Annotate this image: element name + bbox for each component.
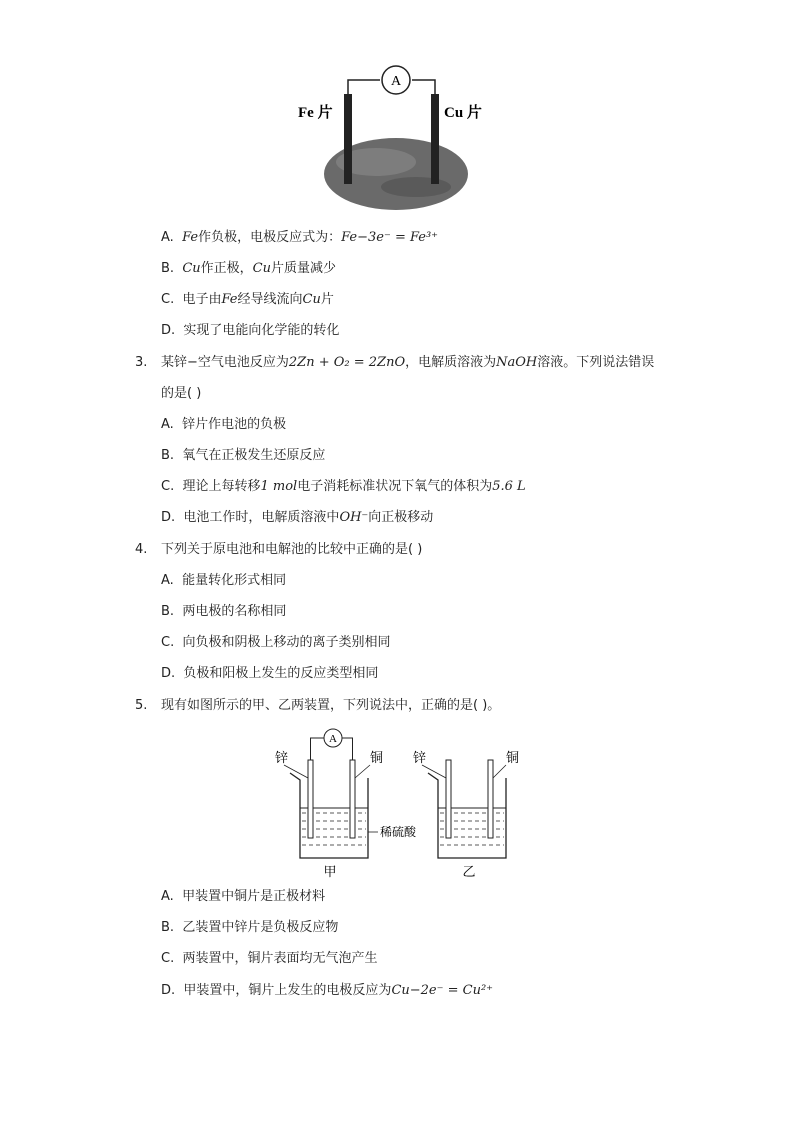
q4-number: 4. (135, 542, 148, 557)
beakers-figure (270, 728, 530, 883)
q4-option-c[interactable]: C. 向负极和阴极上移动的离子类别相同 (161, 635, 391, 650)
label-copper-jia: 铜 (370, 751, 384, 766)
label-acid: 稀硫酸 (380, 825, 417, 839)
cu-electrode (431, 94, 439, 184)
q3-option-b[interactable]: B. 氧气在正极发生还原反应 (161, 448, 326, 463)
svg-text:A: A (329, 733, 337, 745)
label-yi: 乙 (462, 865, 476, 880)
q5-number: 5. (135, 698, 148, 713)
q5-option-d[interactable]: D. 甲装置中，铜片上发生的电极反应为Cu−2e⁻ = Cu²⁺ (161, 983, 494, 998)
cu-label: Cu 片 (444, 105, 482, 121)
q3-stem: 某锌−空气电池反应为2Zn + O₂ = 2ZnO，电解质溶液为NaOH溶液。下列说法错误 (161, 355, 655, 370)
q3-option-a[interactable]: A. 锌片作电池的负极 (161, 417, 287, 432)
fe-electrode (344, 94, 352, 184)
q3-option-d[interactable]: D. 电池工作时，电解质溶液中OH⁻向正极移动 (161, 510, 434, 525)
label-zinc-jia: 锌 (275, 751, 289, 766)
q3-stem-line2: 的是( ) (161, 386, 202, 401)
beaker-jia (290, 773, 368, 858)
q2-option-d[interactable]: D. 实现了电能向化学能的转化 (161, 323, 340, 338)
q2-option-c[interactable]: C. 电子由Fe经导线流向Cu片 (161, 292, 334, 307)
beaker-yi (428, 773, 506, 858)
q4-stem: 下列关于原电池和电解池的比较中正确的是( ) (161, 542, 423, 557)
wire-left (348, 80, 380, 144)
q5-option-a[interactable]: A. 甲装置中铜片是正极材料 (161, 889, 326, 904)
q5-stem: 现有如图所示的甲、乙两装置，下列说法中，正确的是( )。 (161, 698, 501, 713)
zinc-electrode-yi (446, 760, 451, 838)
q3-option-c[interactable]: C. 理论上每转移1 mol电子消耗标准状况下氧气的体积为5.6 L (161, 479, 526, 494)
q5-option-c[interactable]: C. 两装置中，铜片表面均无气泡产生 (161, 951, 378, 966)
label-copper-yi: 铜 (506, 751, 520, 766)
q4-option-d[interactable]: D. 负极和阳极上发生的反应类型相同 (161, 666, 379, 681)
q5-option-b[interactable]: B. 乙装置中锌片是负极反应物 (161, 920, 339, 935)
q4-option-a[interactable]: A. 能量转化形式相同 (161, 573, 287, 588)
zinc-electrode-jia (308, 760, 313, 838)
potato-battery-figure (296, 62, 496, 212)
q3-number: 3. (135, 355, 148, 370)
q2-option-a[interactable]: A. Fe作负极，电极反应式为：Fe−3e⁻ = Fe³⁺ (161, 230, 439, 245)
copper-electrode-yi (488, 760, 493, 838)
copper-electrode-jia (350, 760, 355, 838)
fe-label: Fe 片 (298, 105, 333, 121)
q4-option-b[interactable]: B. 两电极的名称相同 (161, 604, 287, 619)
q2-option-b[interactable]: B. Cu作正极，Cu片质量减少 (161, 261, 337, 276)
label-jia: 甲 (323, 865, 337, 880)
label-zinc-yi: 锌 (413, 751, 427, 766)
wire-right (412, 80, 435, 94)
ammeter-label: A (390, 74, 402, 89)
